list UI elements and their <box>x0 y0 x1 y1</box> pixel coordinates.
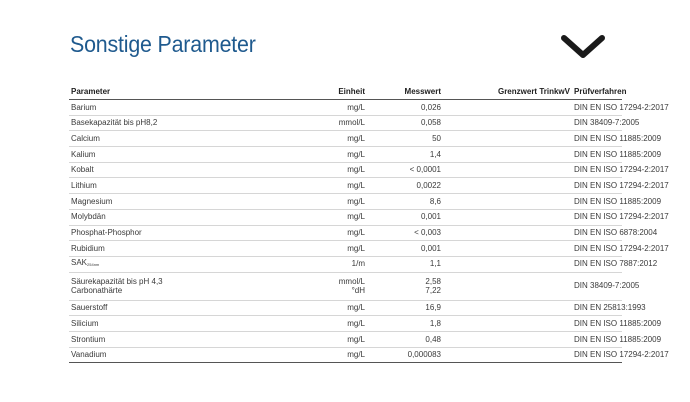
cell-messwert: 0,058 <box>367 115 443 131</box>
cell-einheit: mg/L <box>273 225 367 241</box>
parameter-table <box>69 84 669 363</box>
cell-einheit: mg/L <box>273 131 367 147</box>
header-pruefverfahren: Prüfverfahren <box>572 84 622 100</box>
header-einheit: Einheit <box>273 84 367 100</box>
cell-grenzwert <box>443 115 572 131</box>
table-row <box>69 178 622 194</box>
cell-grenzwert <box>443 256 572 272</box>
page-title: Sonstige Parameter <box>70 31 256 57</box>
cell-parameter: Lithium <box>69 178 273 194</box>
cell-pruefverfahren: DIN EN ISO 17294-2:2017 <box>572 347 622 363</box>
table-row <box>69 347 622 363</box>
table-row <box>69 300 622 316</box>
table-row <box>69 131 622 147</box>
cell-einheit: mmol/L <box>273 115 367 131</box>
cell-parameter: Kalium <box>69 147 273 163</box>
cell-grenzwert <box>443 178 572 194</box>
cell-messwert: 0,026 <box>367 100 443 116</box>
cell-einheit: mg/L <box>273 209 367 225</box>
cell-pruefverfahren: DIN 38409-7:2005 <box>572 115 622 131</box>
cell-grenzwert <box>443 147 572 163</box>
cell-parameter: Rubidium <box>69 241 273 257</box>
cell-grenzwert <box>443 347 572 363</box>
cell-parameter: $SAK_{254nm}$ <box>69 256 273 272</box>
cell-grenzwert <box>443 100 572 116</box>
table-row <box>69 256 622 272</box>
cell-grenzwert <box>443 209 572 225</box>
table-row <box>69 194 622 210</box>
cell-einheit: mg/L <box>273 300 367 316</box>
cell-messwert: 16,9 <box>367 300 443 316</box>
cell-messwert: 8,6 <box>367 194 443 210</box>
table-row <box>69 162 622 178</box>
cell-einheit: mg/L <box>273 162 367 178</box>
cell-parameter: Säurekapazität bis pH 4,3 Carbonathärte <box>69 272 273 300</box>
cell-pruefverfahren: DIN EN ISO 11885:2009 <box>572 131 622 147</box>
cell-parameter: Basekapazität bis pH8,2 <box>69 115 273 131</box>
cell-einheit: mg/L <box>273 178 367 194</box>
cell-einheit: 1/m <box>273 256 367 272</box>
cell-grenzwert <box>443 225 572 241</box>
table-row <box>69 115 622 131</box>
header-parameter: Parameter <box>69 84 273 100</box>
cell-messwert: 0,001 <box>367 241 443 257</box>
cell-parameter: Phosphat-Phosphor <box>69 225 273 241</box>
cell-einheit: mg/L <box>273 316 367 332</box>
cell-grenzwert <box>443 316 572 332</box>
table-row <box>69 241 622 257</box>
cell-messwert: < 0,003 <box>367 225 443 241</box>
cell-grenzwert <box>443 272 572 300</box>
cell-einheit: mmol/L °dH <box>273 272 367 300</box>
cell-parameter: Vanadium <box>69 347 273 363</box>
cell-pruefverfahren: DIN EN ISO 7887:2012 <box>572 256 622 272</box>
cell-einheit: mg/L <box>273 194 367 210</box>
table-row <box>69 147 622 163</box>
header-messwert: Messwert <box>367 84 443 100</box>
cell-grenzwert <box>443 300 572 316</box>
table-header-row <box>69 84 622 100</box>
cell-messwert: 2,58 7,22 <box>367 272 443 300</box>
header-grenzwert: Grenzwert TrinkwV <box>443 84 572 100</box>
cell-pruefverfahren: DIN EN ISO 17294-2:2017 <box>572 100 622 116</box>
cell-parameter: Calcium <box>69 131 273 147</box>
cell-parameter: Barium <box>69 100 273 116</box>
cell-grenzwert <box>443 131 572 147</box>
cell-messwert: 1,8 <box>367 316 443 332</box>
cell-einheit: mg/L <box>273 241 367 257</box>
cell-einheit: mg/L <box>273 331 367 347</box>
cell-grenzwert <box>443 194 572 210</box>
cell-messwert: 0,0022 <box>367 178 443 194</box>
cell-grenzwert <box>443 162 572 178</box>
table-row <box>69 272 622 300</box>
cell-messwert: 1,4 <box>367 147 443 163</box>
cell-pruefverfahren: DIN EN ISO 6878:2004 <box>572 225 622 241</box>
cell-pruefverfahren: DIN EN 25813:1993 <box>572 300 622 316</box>
cell-pruefverfahren: DIN EN ISO 17294-2:2017 <box>572 209 622 225</box>
cell-parameter: Kobalt <box>69 162 273 178</box>
table-row <box>69 331 622 347</box>
table-row <box>69 100 622 116</box>
cell-einheit: mg/L <box>273 100 367 116</box>
cell-parameter: Molybdän <box>69 209 273 225</box>
table-row <box>69 225 622 241</box>
cell-messwert: 50 <box>367 131 443 147</box>
cell-pruefverfahren: DIN EN ISO 17294-2:2017 <box>572 178 622 194</box>
cell-parameter: Sauerstoff <box>69 300 273 316</box>
cell-einheit: mg/L <box>273 347 367 363</box>
cell-messwert: 0,000083 <box>367 347 443 363</box>
cell-messwert: 0,48 <box>367 331 443 347</box>
table-row <box>69 209 622 225</box>
cell-grenzwert <box>443 331 572 347</box>
cell-grenzwert <box>443 241 572 257</box>
cell-pruefverfahren: DIN EN ISO 17294-2:2017 <box>572 162 622 178</box>
cell-parameter: Strontium <box>69 331 273 347</box>
cell-pruefverfahren: DIN EN ISO 11885:2009 <box>572 316 622 332</box>
cell-parameter: Silicium <box>69 316 273 332</box>
cell-pruefverfahren: DIN EN ISO 17294-2:2017 <box>572 241 622 257</box>
cell-messwert: < 0,0001 <box>367 162 443 178</box>
cell-pruefverfahren: DIN 38409-7:2005 <box>572 272 622 300</box>
cell-pruefverfahren: DIN EN ISO 11885:2009 <box>572 331 622 347</box>
cell-messwert: 1,1 <box>367 256 443 272</box>
cell-parameter: Magnesium <box>69 194 273 210</box>
chevron-down-icon[interactable] <box>560 34 606 60</box>
cell-pruefverfahren: DIN EN ISO 11885:2009 <box>572 194 622 210</box>
cell-einheit: mg/L <box>273 147 367 163</box>
cell-pruefverfahren: DIN EN ISO 11885:2009 <box>572 147 622 163</box>
cell-messwert: 0,001 <box>367 209 443 225</box>
table-row <box>69 316 622 332</box>
